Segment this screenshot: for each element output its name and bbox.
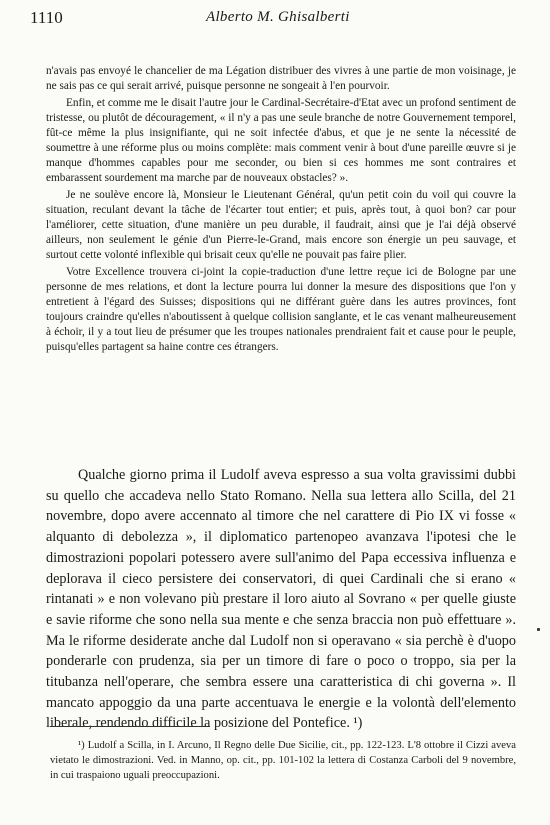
margin-mark <box>537 628 540 631</box>
quote-paragraph-2: Enfin, et comme me le disait l'autre jour le Cardinal-Secrétaire-d'Etat avec un profond sentiment de tristesse, ou plutôt de découragement, « il n'y a pas une seule branche de notre Gouvernement temporel, fût-ce même la plus insignifiante, qui ne soit infectée d'abus, et que je ne sente la nécessité de soumettre à une réforme plus ou moins complète: mais comment venir à bout d'une pareille œuvre si je manque d'hommes capables pour me seconder, ou bien si ces hommes me sont contraires et embarassent sourdement ma marche par de nouveaux obstacles? ». <box>46 97 516 184</box>
main-body-text <box>46 465 516 734</box>
footnote <box>50 738 516 783</box>
running-title: Alberto M. Ghisalberti <box>206 9 350 25</box>
quote-paragraph-3: Je ne soulève encore là, Monsieur le Lieutenant Général, qu'un petit coin du voil qui couvre la situation, reculant devant la tâche de l'écarter tout entier; et puis, après tout, à quoi bon? car pour l'améliorer, cette situation, d'une manière un peu durable, il faudrait, ainsi que je l'ai déjà observé ailleurs, non seulement le génie d'un Pierre-le-Grand, mais encore son énergie un peu sauvage, et surtout cette volonté inflexible qui brisait ceux qu'elle ne pouvait pas faire plier. <box>46 189 516 261</box>
footnote-text: ¹) Ludolf a Scilla, in I. Arcuno, Il Regno delle Due Sicilie, cit., pp. 122-123. L'8 ottobre il Cizzi aveva vietato le dimostrazioni. Ved. in Manno, op. cit., pp. 101-102 la lettera di Costanza Carboli del 9 novembre, in cui traspaiono uguali preoccupazioni. <box>50 740 516 781</box>
page-number: 1110 <box>30 8 63 27</box>
quoted-letter <box>46 64 516 355</box>
quote-paragraph-4: Votre Excellence trouvera ci-joint la copie-traduction d'une lettre reçue ici de Bologne par une personne de mes relations, et dont la lecture pourra lui donner la mesure des dispositions que l'on y entretient à l'égard des Suisses; dispositions qui ne différant guère dans les autres provinces, font toujours craindre qu'elles n'aboutissent à quelque collision sanglante, et le cas venant malheureusement à échoir, il y a tout lieu de présumer que les troupes nationales prendraient fait et cause pour le peuple, puisqu'elles partagent sa haine contre ces étrangers. <box>46 266 516 353</box>
quote-paragraph-1: n'avais pas envoyé le chancelier de ma Légation distribuer des vivres à une partie de mon voisinage, je ne sais pas ce qui serait arrivé, puisque personne ne songeait à l'en pourvoir. <box>46 65 516 92</box>
footnote-rule <box>50 726 210 727</box>
body-paragraph: Qualche giorno prima il Ludolf aveva espresso a sua volta gravissimi dubbi su quello che accadeva nello Stato Romano. Nella sua lettera allo Scilla, del 21 novembre, dopo avere accennato al timore che nel carattere di Pio IX vi fosse « alquanto di debolezza », il diplomatico partenopeo avanzava l'ipotesi che le dimostrazioni popolari potessero avere sull'animo del Papa eccessiva influenza e deplorava il cieco persistere dei conservatori, di quei Cardinali che si erano « rintanati » e non volevano più prestare il loro aiuto al Sovrano « per quelle giuste e savie riforme che sono nella sua mente e che senza braccia non può effettuare ». Ma le riforme desiderate anche dal Ludolf non si operavano « sia perchè è d'uopo ponderarle con prudenza, sia per un timore di fare o poco o troppo, sia per la titubanza nell'operare, che sembra essere una caratteristica di chi governa ». Il mancato appoggio da una parte accentuava le energie e la volontà dell'elemento liberale, rendendo difficile la posizione del Pontefice. ¹) <box>46 467 516 732</box>
page-header <box>30 8 516 30</box>
